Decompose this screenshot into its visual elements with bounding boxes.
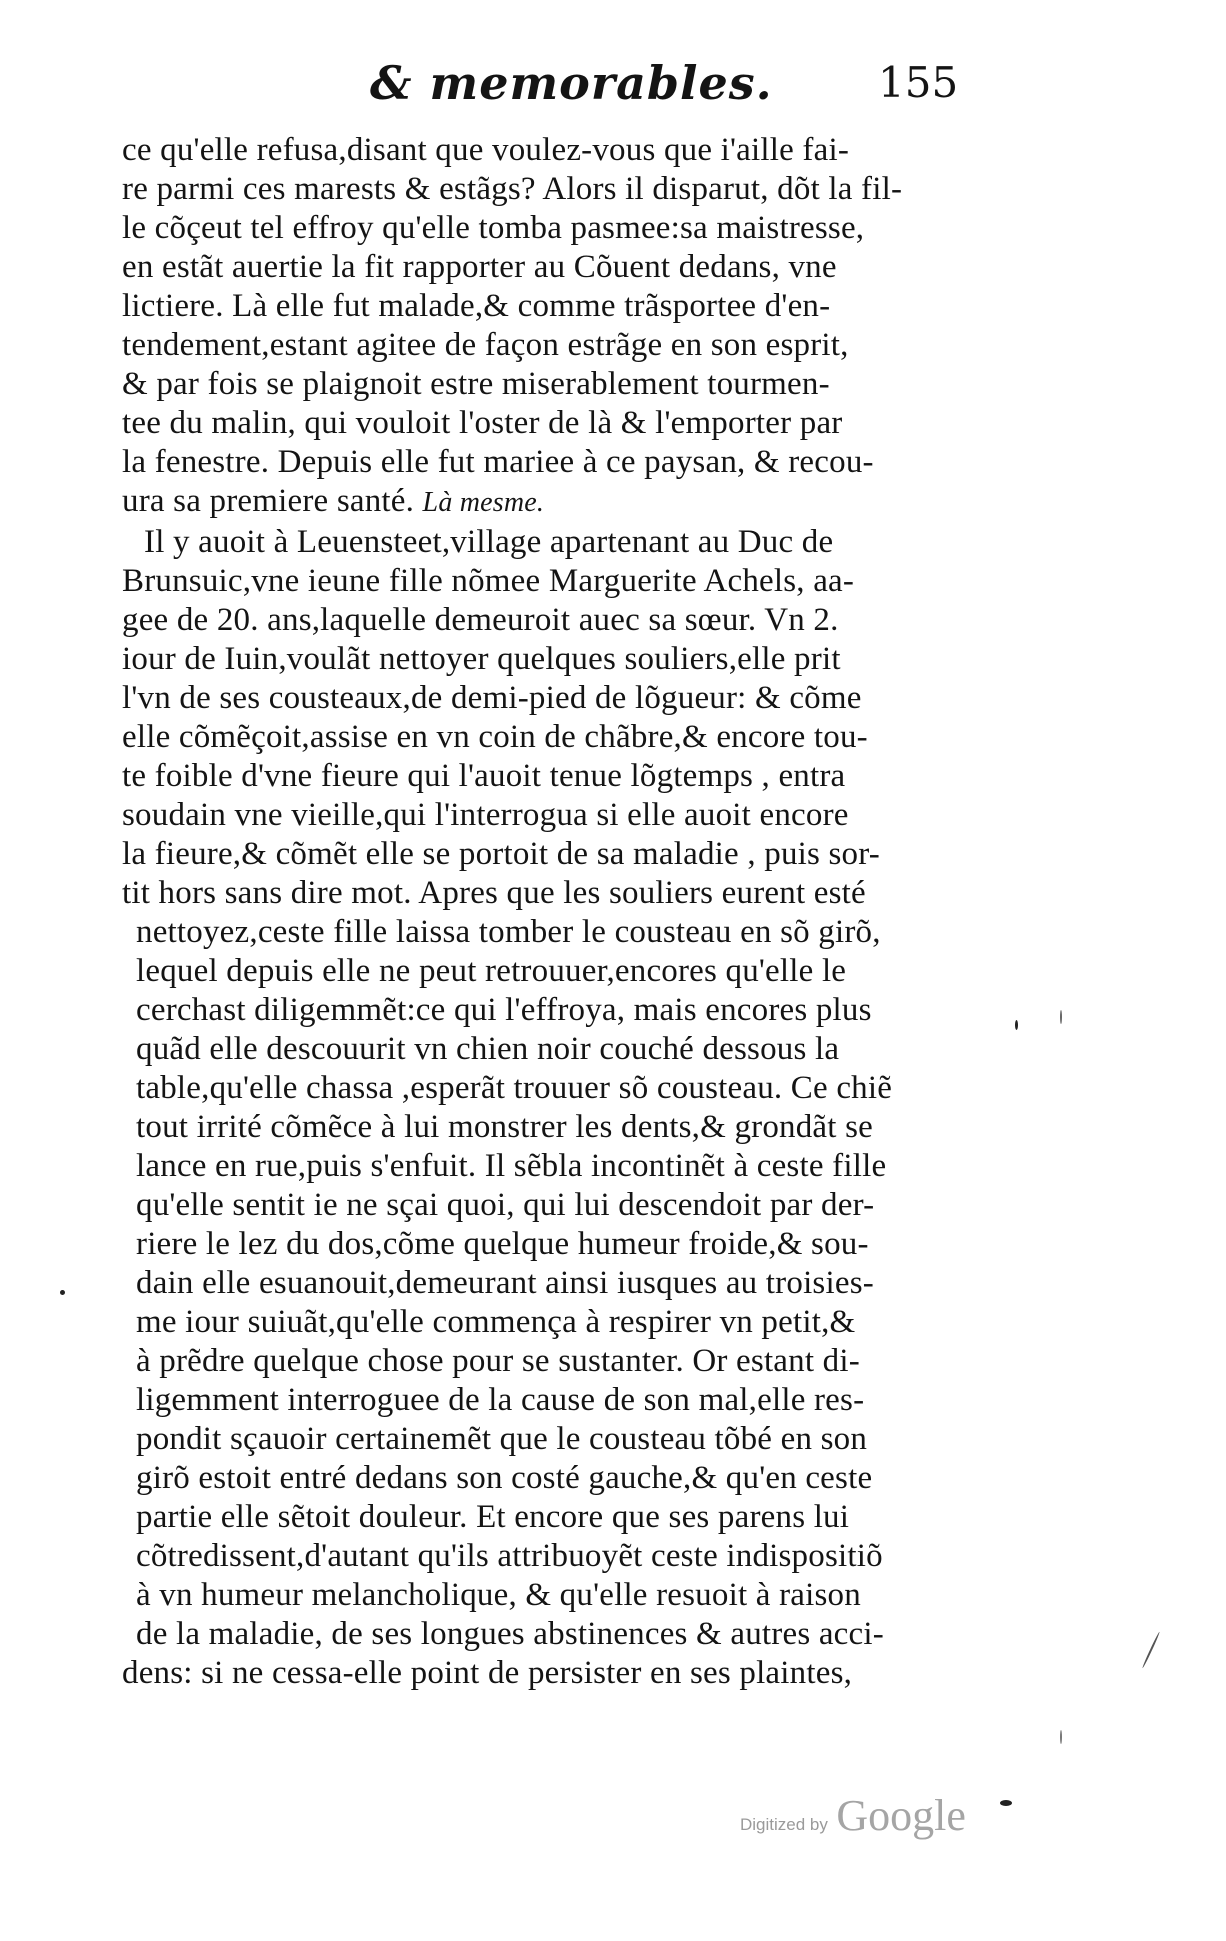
text-line: Brunsuic,vne ieune fille nõmee Marguerite Achels, aa-: [122, 563, 855, 599]
text-line: ce qu'elle refusa,disant que voulez-vous que i'aille fai-: [122, 132, 850, 168]
text-line: dens: si ne cessa-elle point de persister en ses plaintes,: [122, 1655, 853, 1691]
text-line: nettoyez,ceste fille laissa tomber le cousteau en sõ girõ,: [136, 914, 881, 950]
text-line: gee de 20. ans,laquelle demeuroit auec sa sœur. Vn 2.: [122, 602, 839, 638]
text-segment: ura sa premiere santé.: [122, 483, 415, 519]
text-line: tendement,estant agitee de façon estrãge en son esprit,: [122, 327, 849, 363]
text-line: à prẽdre quelque chose pour se sustanter. Or estant di-: [136, 1343, 860, 1379]
text-line-with-reference: [122, 479, 544, 523]
page-number: 155: [878, 58, 959, 107]
running-title: & memorables.: [370, 56, 773, 110]
text-line: ligemment interroguee de la cause de son mal,elle res-: [136, 1382, 865, 1418]
text-line: cerchast diligemmẽt:ce qui l'effroya, mais encores plus: [136, 992, 872, 1028]
text-line: la fenestre. Depuis elle fut mariee à ce paysan, & recou-: [122, 444, 874, 480]
running-head: [370, 56, 959, 126]
text-line: l'vn de ses cousteaux,de demi-pied de lõgueur: & cõme: [122, 680, 862, 716]
digitized-by-google-watermark: [740, 1790, 966, 1841]
scan-speck: [1015, 1020, 1018, 1030]
scan-speck: [1142, 1631, 1161, 1668]
text-line: table,qu'elle chassa ,esperãt trouuer sõ cousteau. Ce chiẽ: [136, 1070, 893, 1106]
text-line: lequel depuis elle ne peut retrouuer,encores qu'elle le: [136, 953, 847, 989]
marginal-reference: Là mesme.: [422, 487, 545, 518]
text-line: tout irrité cõmẽce à lui monstrer les dents,& grondãt se: [136, 1109, 873, 1145]
text-line: riere le lez du dos,cõme quelque humeur froide,& sou-: [136, 1226, 869, 1262]
text-line: elle cõmẽçoit,assise en vn coin de chãbre,& encore tou-: [122, 719, 868, 755]
text-line: tee du malin, qui vouloit l'oster de là & l'emporter par: [122, 405, 843, 441]
text-line: iour de Iuin,voulãt nettoyer quelques souliers,elle prit: [122, 641, 841, 677]
text-line: te foible d'vne fieure qui l'auoit tenue lõgtemps , entra: [122, 758, 846, 794]
google-logo-text: Google: [836, 1791, 966, 1840]
text-line: tit hors sans dire mot. Apres que les souliers eurent esté: [122, 875, 866, 911]
text-line: quãd elle descouurit vn chien noir couché dessous la: [136, 1031, 840, 1067]
text-line: re parmi ces marests & estãgs? Alors il disparut, dõt la fil-: [122, 171, 903, 207]
text-line: girõ estoit entré dedans son costé gauche,& qu'en ceste: [136, 1460, 873, 1496]
text-line: cõtredissent,d'autant qu'ils attribuoyẽt ceste indispositiõ: [136, 1538, 883, 1574]
text-line: & par fois se plaignoit estre miserablement tourmen-: [122, 366, 830, 402]
scan-speck: [1060, 1010, 1062, 1024]
text-line: lictiere. Là elle fut malade,& comme trãsportee d'en-: [122, 288, 831, 324]
text-line: dain elle esuanouit,demeurant ainsi iusques au troisies-: [136, 1265, 874, 1301]
text-line: pondit sçauoir certainemẽt que le cousteau tõbé en son: [136, 1421, 868, 1457]
scan-speck: [60, 1290, 65, 1295]
text-line: qu'elle sentit ie ne sçai quoi, qui lui descendoit par der-: [136, 1187, 875, 1223]
scan-speck: [1060, 1730, 1062, 1744]
text-line: de la maladie, de ses longues abstinences & autres acci-: [136, 1616, 884, 1652]
text-line: à vn humeur melancholique, & qu'elle resuoit à raison: [136, 1577, 861, 1613]
text-line: me iour suiuãt,qu'elle commença à respirer vn petit,&: [136, 1304, 856, 1340]
scan-speck: [1000, 1800, 1012, 1806]
paragraph-start-line: Il y auoit à Leuensteet,village apartenant au Duc de: [144, 524, 834, 560]
text-line: en estãt auertie la fit rapporter au Cõuent dedans, vne: [122, 249, 837, 285]
text-line: lance en rue,puis s'enfuit. Il sẽbla incontinẽt à ceste fille: [136, 1148, 887, 1184]
text-line: la fieure,& cõmẽt elle se portoit de sa maladie , puis sor-: [122, 836, 880, 872]
text-line: le cõçeut tel effroy qu'elle tomba pasmee:sa maistresse,: [122, 210, 865, 246]
digitized-label: Digitized by: [740, 1815, 828, 1834]
text-line: partie elle sẽtoit douleur. Et encore que ses parens lui: [136, 1499, 850, 1535]
text-block: [122, 128, 982, 1691]
text-line: soudain vne vieille,qui l'interrogua si elle auoit encore: [122, 797, 849, 833]
